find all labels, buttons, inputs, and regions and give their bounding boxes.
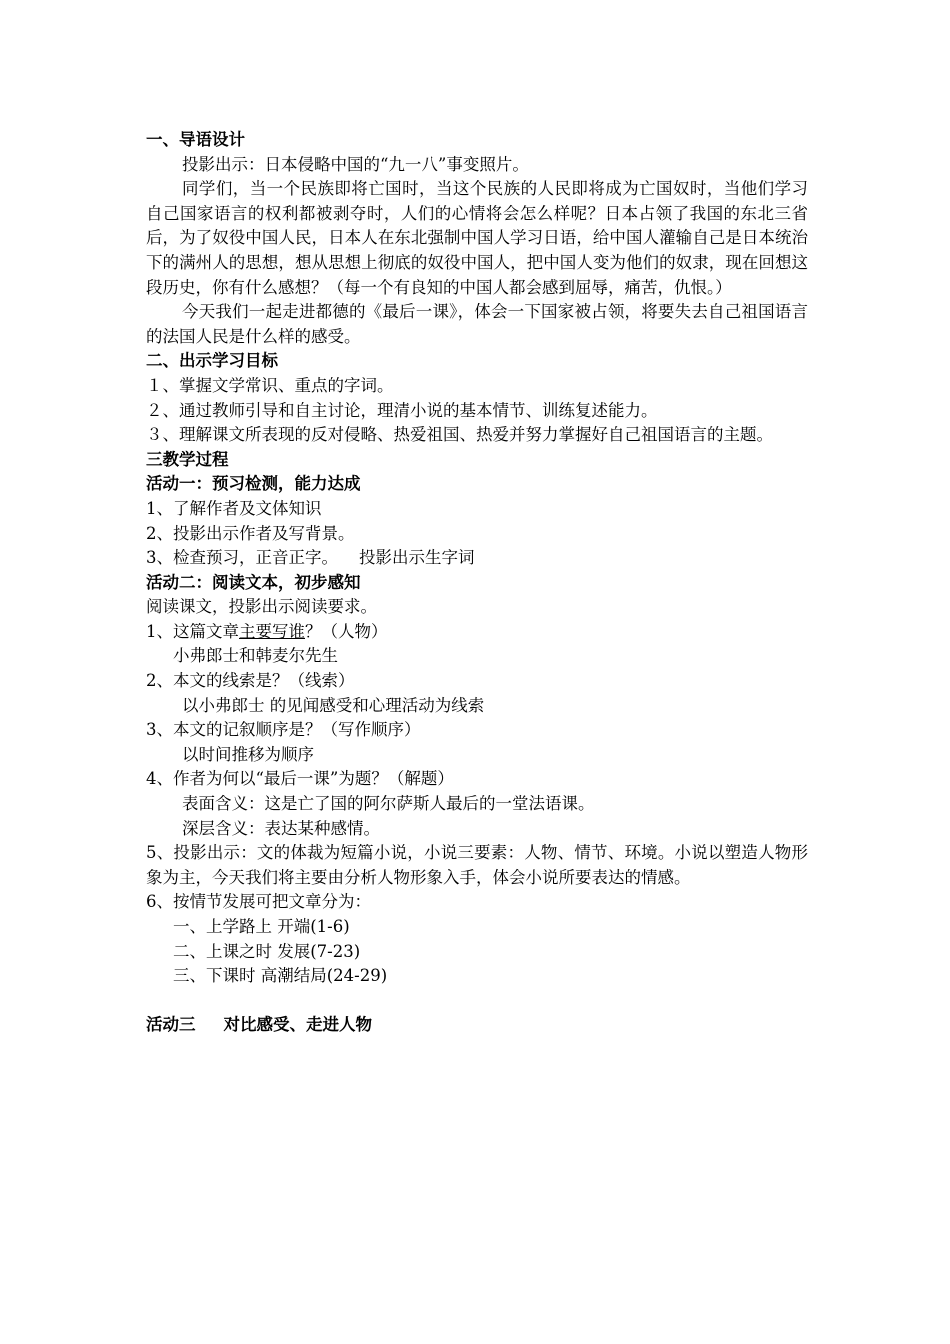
question-suffix: ？（人物）	[305, 621, 388, 641]
paragraph: 今天我们一起走进都德的《最后一课》，体会一下国家被占领，将要失去自己祖国语言的法国人民是什么样的感受。	[146, 302, 808, 346]
document-body	[146, 128, 808, 1038]
paragraph: 同学们，当一个民族即将亡国时，当这个民族的人民即将成为亡国奴时，当他们学习自己国家语言的权利都被剥夺时，人们的心情将会怎么样呢？日本占领了我国的东北三省后，为了奴役中国人民，日本人在东北强制中国人学习日语，给中国人灌输自己是日本统治下的满州人的思想，想从思想上彻底的奴役中国人，把中国人变为他们的奴隶，现在回想这段历史，你有什么感想？（每一个有良知的中国人都会感到屈辱，痛苦，仇恨。）	[146, 179, 808, 297]
list-item: 3、检查预习，正音正字。 投影出示生字词	[146, 548, 475, 568]
question-1	[146, 620, 808, 645]
activity-heading: 活动三 对比感受、走进人物	[146, 1015, 372, 1035]
list-item: 1、了解作者及文体知识	[146, 498, 322, 518]
plot-part: 二、上课之时 发展(7-23)	[173, 941, 361, 961]
question-3: 3、本文的记叙顺序是？（写作顺序）	[146, 720, 421, 740]
question-4: 4、作者为何以“最后一课”为题？（解题）	[146, 769, 454, 789]
plot-part: 三、下课时 高潮结局(24-29)	[173, 966, 388, 986]
activity-heading: 活动二：阅读文本，初步感知	[146, 572, 361, 592]
answer: 深层含义：表达某种感情。	[182, 818, 380, 838]
paragraph: 投影出示：日本侵略中国的“九一八”事变照片。	[182, 154, 529, 174]
underlined-phrase: 主要写谁	[239, 621, 305, 641]
goal-item: １、掌握文学常识、重点的字词。	[146, 375, 394, 395]
section-heading: 二、出示学习目标	[146, 351, 278, 371]
question-6: 6、按情节发展可把文章分为：	[146, 892, 371, 912]
answer: 以小弗郎士 的见闻感受和心理活动为线索	[182, 695, 485, 715]
list-item: 2、投影出示作者及写背景。	[146, 523, 355, 543]
activity-heading: 活动一：预习检测，能力达成	[146, 474, 361, 494]
question-prefix: 1、这篇文章	[146, 621, 239, 641]
question-5: 5、投影出示：文的体裁为短篇小说，小说三要素：人物、情节、环境。小说以塑造人物形象为主，今天我们将主要由分析人物形象入手，体会小说所要表达的情感。	[146, 843, 808, 887]
goal-item: ２、通过教师引导和自主讨论，理清小说的基本情节、训练复述能力。	[146, 400, 658, 420]
question-2: 2、本文的线索是？（线索）	[146, 671, 355, 691]
answer: 小弗郎士和韩麦尔先生	[173, 646, 338, 666]
answer: 以时间推移为顺序	[182, 744, 314, 764]
answer: 表面含义：这是亡了国的阿尔萨斯人最后的一堂法语课。	[182, 794, 595, 814]
blank-line	[146, 989, 808, 1014]
section-heading: 三教学过程	[146, 449, 229, 469]
goal-item: ３、理解课文所表现的反对侵略、热爱祖国、热爱并努力掌握好自己祖国语言的主题。	[146, 425, 773, 445]
paragraph: 阅读课文，投影出示阅读要求。	[146, 597, 377, 617]
plot-part: 一、上学路上 开端(1-6)	[173, 917, 350, 936]
section-heading: 一、导语设计	[146, 130, 245, 149]
